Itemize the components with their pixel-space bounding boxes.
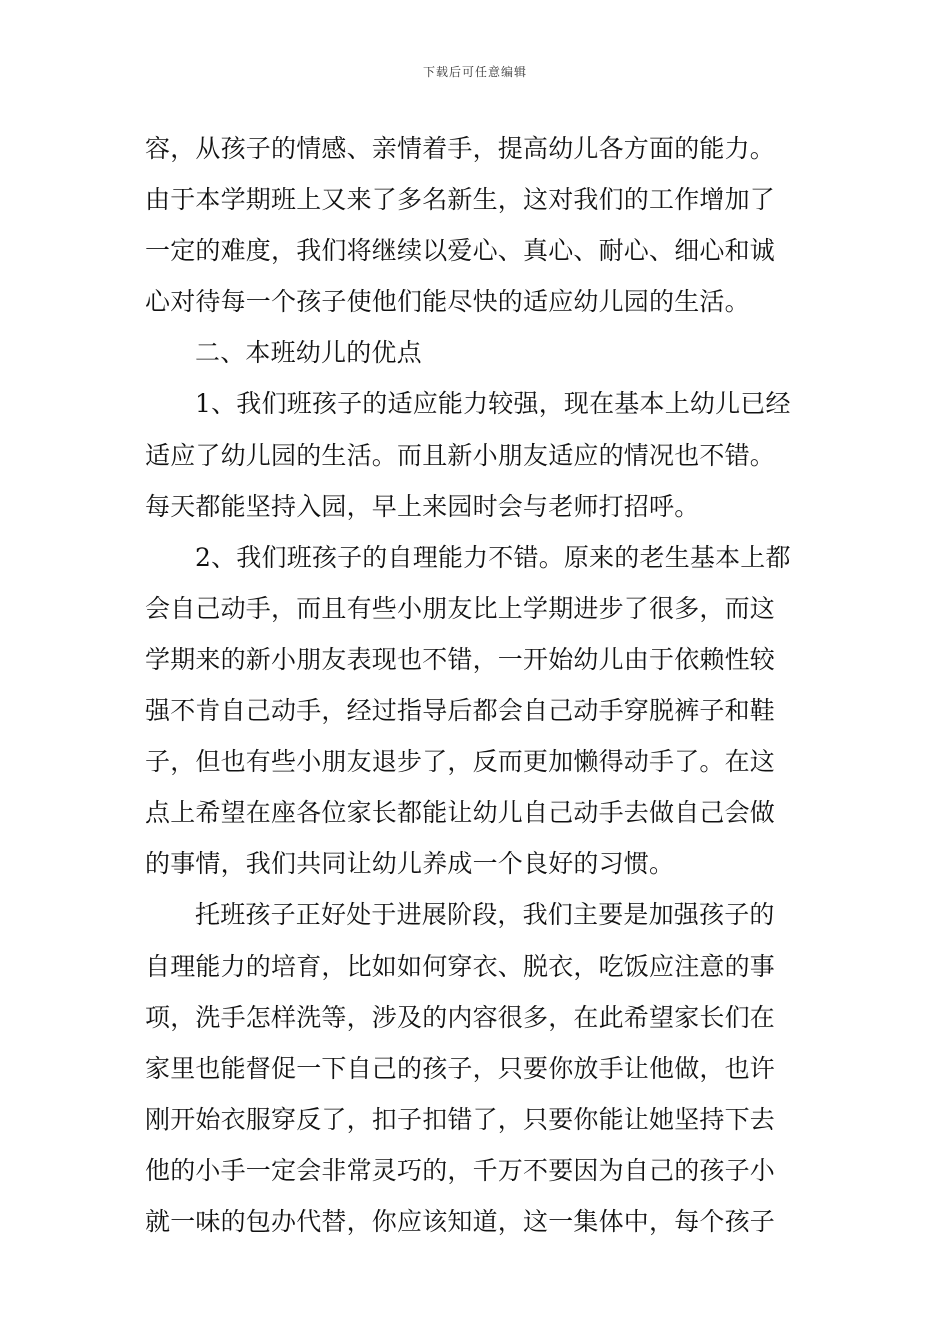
text-line: 学期来的新小朋友表现也不错，一开始幼儿由于依赖性较 — [145, 644, 776, 674]
text-line: 刚开始衣服穿反了，扣子扣错了，只要你能让她坚持下去 — [145, 1104, 776, 1134]
text-line: 他的小手一定会非常灵巧的，千万不要因为自己的孩子小 — [145, 1155, 776, 1185]
text-line: 心对待每一个孩子使他们能尽快的适应幼儿园的生活。 — [145, 287, 750, 317]
text-line: 一定的难度，我们将继续以爱心、真心、耐心、细心和诚 — [145, 236, 776, 266]
text-line: 子，但也有些小朋友退步了，反而更加懒得动手了。在这 — [145, 747, 776, 777]
text-line: 容，从孩子的情感、亲情着手，提高幼儿各方面的能力。 — [145, 134, 776, 163]
text-line: 自理能力的培育，比如如何穿衣、脱衣，吃饭应注意的事 — [145, 951, 776, 981]
text-line: 的事情，我们共同让幼儿养成一个良好的习惯。 — [145, 849, 675, 879]
page-header-note: 下载后可任意编辑 — [422, 65, 527, 79]
text-line: 会自己动手，而且有些小朋友比上学期进步了很多，而这 — [145, 593, 776, 623]
text-line: 由于本学期班上又来了多名新生，这对我们的工作增加了 — [145, 185, 776, 215]
document-body — [145, 123, 807, 1247]
text-line: 2、我们班孩子的自理能力不错。原来的老生基本上都 — [195, 542, 791, 572]
text-line: 强不肯自己动手，经过指导后都会自己动手穿脱裤子和鞋 — [145, 696, 776, 726]
text-line: 每天都能坚持入园，早上来园时会与老师打招呼。 — [145, 491, 700, 521]
text-line: 托班孩子正好处于进展阶段，我们主要是加强孩子的 — [195, 900, 775, 930]
section-heading: 二、本班幼儿的优点 — [195, 338, 422, 368]
text-line: 项，洗手怎样洗等，涉及的内容很多，在此希望家长们在 — [145, 1002, 776, 1032]
text-line: 家里也能督促一下自己的孩子，只要你放手让他做，也许 — [145, 1053, 776, 1083]
text-line: 适应了幼儿园的生活。而且新小朋友适应的情况也不错。 — [145, 440, 776, 470]
text-line: 1、我们班孩子的适应能力较强，现在基本上幼儿已经 — [195, 389, 791, 419]
text-line: 就一味的包办代替，你应该知道，这一集体中，每个孩子 — [145, 1206, 776, 1236]
text-line: 点上希望在座各位家长都能让幼儿自己动手去做自己会做 — [145, 798, 776, 828]
